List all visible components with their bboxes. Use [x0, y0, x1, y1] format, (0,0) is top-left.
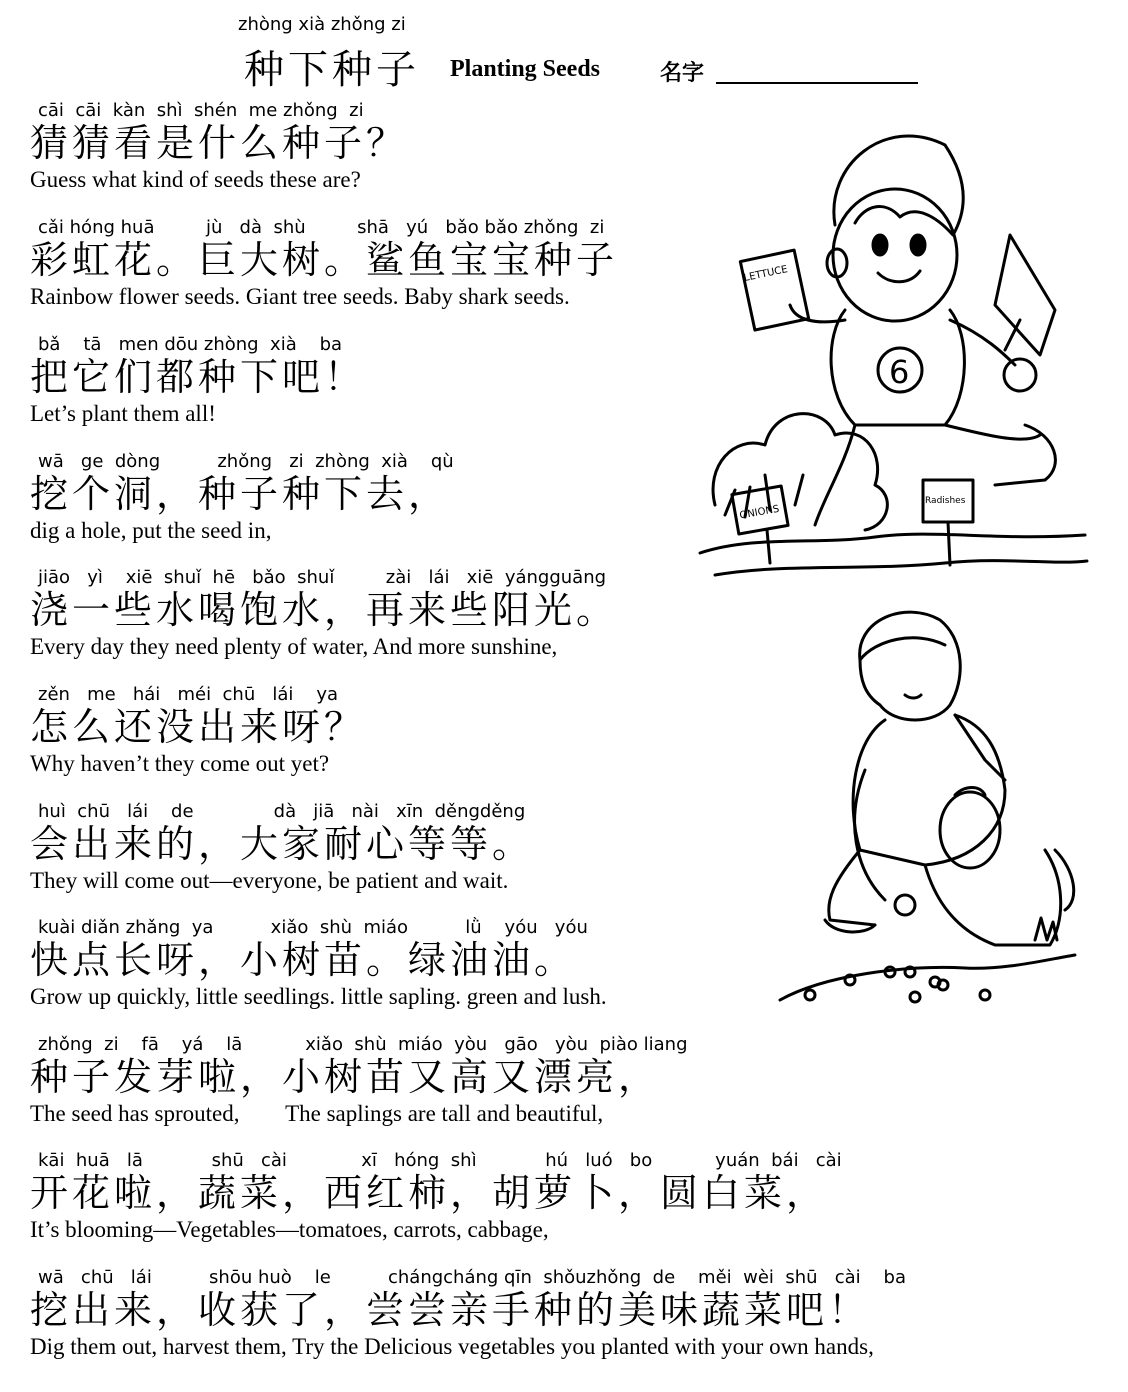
line-english: Guess what kind of seeds these are?: [30, 167, 361, 192]
line-1: [30, 100, 408, 194]
line-english: Why haven’t they come out yet?: [30, 751, 330, 776]
ground-line: [780, 955, 1075, 1000]
line-pinyin: zěn me hái méi chū lái ya: [38, 684, 339, 705]
line-pinyin: zhǒng zi fā yá lā xiǎo shù miáo yòu gāo yòu piào liang: [38, 1034, 688, 1055]
line-english: The seed has sprouted, The saplings are tall and beautiful,: [30, 1101, 604, 1126]
line-english: Grow up quickly, little seedlings. little sapling. green and lush.: [30, 984, 607, 1009]
line-chinese: 挖个洞，种子种下去，: [30, 472, 451, 516]
shoe: [995, 425, 1055, 485]
line-pinyin: kuài diǎn zhǎng ya xiǎo shù miáo lǜ yóu yóu: [38, 917, 588, 938]
line-english: dig a hole, put the seed in,: [30, 518, 272, 543]
line-english: Every day they need plenty of water, And more sunshine,: [30, 634, 558, 659]
sign-radishes-label: Radishes: [925, 496, 966, 506]
line-4: [30, 451, 454, 545]
title-english: Planting Seeds: [450, 56, 601, 82]
line-chinese: 快点长呀，小树苗。绿油油。: [30, 938, 577, 982]
line-10: [30, 1150, 842, 1244]
line-chinese: 种子发芽啦，小树苗又高又漂亮，: [30, 1055, 661, 1099]
line-chinese: 猜猜看是什么种子？: [30, 121, 409, 165]
line-chinese: 怎么还没出来呀？: [30, 705, 367, 749]
line-chinese: 彩虹花。巨大树。鲨鱼宝宝种子: [30, 238, 619, 282]
ground-line: [700, 534, 1085, 553]
line-english: Rainbow flower seeds. Giant tree seeds. Baby shark seeds.: [30, 284, 570, 309]
packet-label: LETTUCE: [742, 264, 789, 285]
line-pinyin: cǎi hóng huā jù dà shù shā yú bǎo bǎo zhǒng zi: [38, 217, 605, 238]
line-pinyin: cāi cāi kàn shì shén me zhǒng zi: [38, 100, 364, 121]
line-8: [30, 917, 607, 1011]
line-7: [30, 801, 534, 895]
line-pinyin: kāi huā lā shū cài xī hóng shì hú luó bo yuán bái cài: [38, 1150, 842, 1171]
line-english: They will come out—everyone, be patient and wait.: [30, 868, 509, 893]
boy-planting-illustration: [695, 105, 1090, 585]
line-english: Dig them out, harvest them, Try the Delicious vegetables you planted with your own hands,: [30, 1334, 874, 1359]
hair: [834, 136, 963, 235]
boy-head: [860, 612, 961, 720]
title-pinyin: zhòng xià zhǒng zi: [238, 14, 406, 35]
line-5: [30, 567, 618, 661]
closed-eye: [905, 695, 921, 698]
boy-head: [833, 189, 957, 321]
title-chinese: 种下种子: [244, 47, 420, 93]
line-11: [30, 1267, 906, 1361]
smile: [878, 271, 920, 282]
sign-onions-label: ONIONS: [738, 503, 781, 522]
boy-kneeling-illustration: [765, 600, 1085, 1010]
trowel-icon: [995, 235, 1055, 355]
line-english: Let’s plant them all!: [30, 401, 216, 426]
seed-packet: [740, 250, 808, 330]
line-pinyin: wā ge dòng zhǒng zi zhòng xià qù: [38, 451, 454, 472]
line-chinese: 开花啦，蔬菜，西红柿，胡萝卜，圆白菜，: [30, 1171, 829, 1215]
line-pinyin: wā chū lái shōu huò le chángcháng qīn shǒuzhǒng de měi wèi shū cài ba: [38, 1267, 906, 1288]
line-pinyin: huì chū lái de dà jiā nài xīn děngděng: [38, 801, 526, 822]
line-english: It’s blooming—Vegetables—tomatoes, carrots, cabbage,: [30, 1217, 549, 1242]
line-9: [30, 1034, 688, 1128]
line-pinyin: jiāo yì xiē shuǐ hē bǎo shuǐ zài lái xiē yángguāng: [38, 567, 607, 588]
line-pinyin: bǎ tā men dōu zhòng xià ba: [38, 334, 343, 355]
line-3: [30, 334, 366, 428]
name-label: 名字: [660, 60, 705, 86]
name-blank-line[interactable]: [716, 82, 918, 84]
line-6: [30, 684, 366, 778]
line-2: [30, 217, 618, 311]
seed-bag: [940, 792, 1000, 868]
line-chinese: 挖出来，收获了，尝尝亲手种的美味蔬菜吧！: [30, 1288, 871, 1332]
shirt-number: 6: [889, 353, 910, 391]
line-chinese: 把它们都种下吧！: [30, 355, 367, 399]
line-chinese: 浇一些水喝饱水，再来些阳光。: [30, 588, 619, 632]
line-chinese: 会出来的，大家耐心等等。: [30, 822, 535, 866]
